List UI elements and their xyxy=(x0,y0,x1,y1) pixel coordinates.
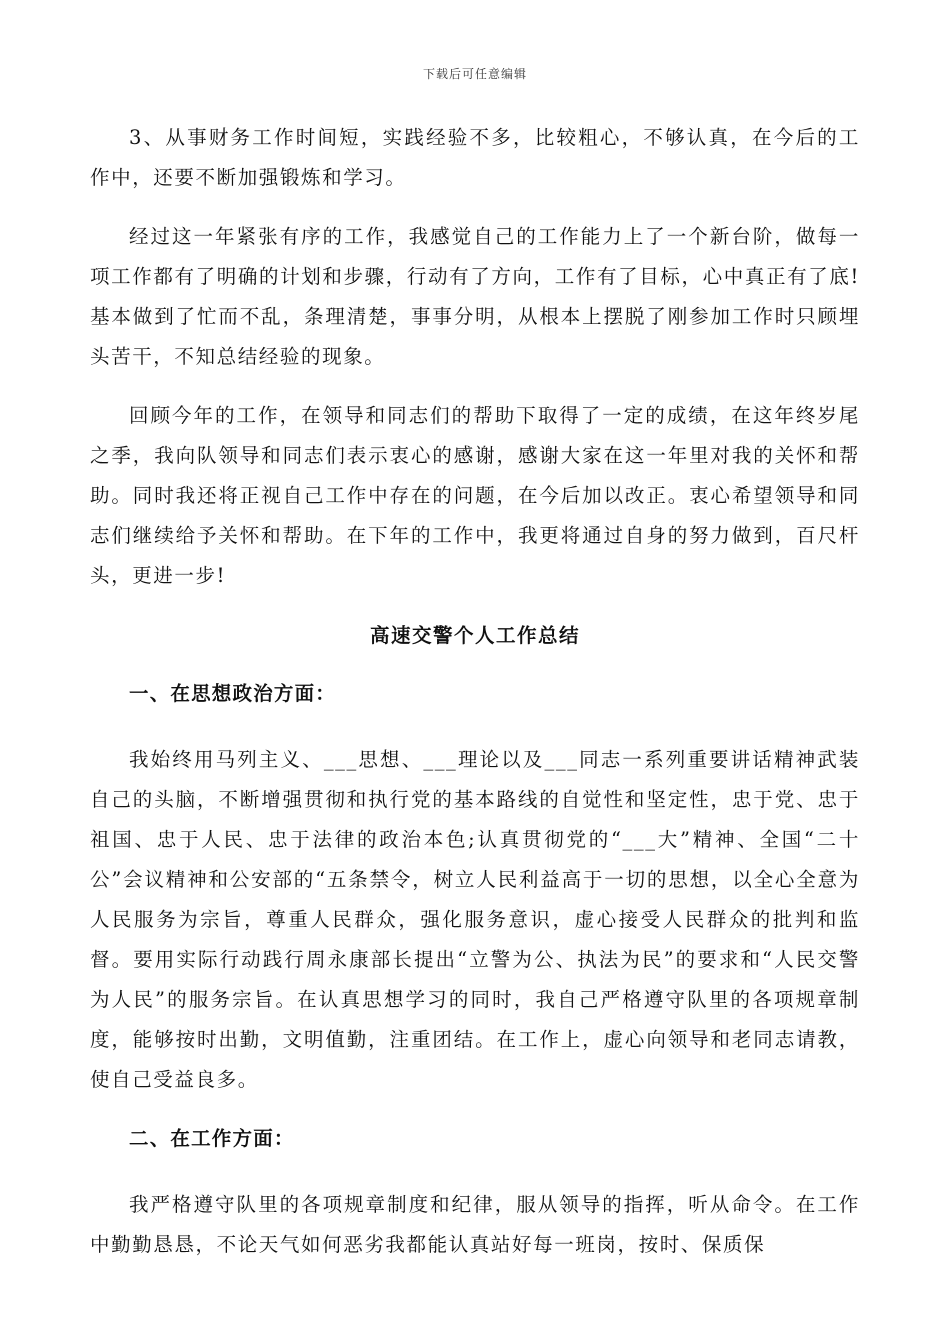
header-note: 下载后可任意编辑 xyxy=(422,67,527,81)
section-heading-work: 二、在工作方面： xyxy=(129,1127,295,1150)
section-heading-political: 一、在思想政治方面： xyxy=(129,682,337,705)
paragraph-review-thanks: 回顾今年的工作，在领导和同志们的帮助下取得了一定的成绩，在这年终岁尾之季，我向队领导和同志们表示衷心的感谢，感谢大家在这一年里对我的关怀和帮助。同时我还将正视自己工作中存在的问题，在今后加以改正。衷心希望领导和同志们继续给予关怀和帮助。在下年的工作中，我更将通过自身的努力做到，百尺杆头，更进一步! xyxy=(90,404,860,587)
paragraph-financial-work: 3、从事财务工作时间短，实践经验不多，比较粗心，不够认真，在今后的工作中，还要不断加强锻炼和学习。 xyxy=(90,126,860,189)
document-title: 高速交警个人工作总结 xyxy=(369,624,580,647)
paragraph-work-progress: 经过这一年紧张有序的工作，我感觉自己的工作能力上了一个新台阶，做每一项工作都有了明确的计划和步骤，行动有了方向，工作有了目标，心中真正有了底!基本做到了忙而不乱，条理清楚，事事分明，从根本上摆脱了刚参加工作时只顾埋头苦干，不知总结经验的现象。 xyxy=(90,225,860,368)
document-body xyxy=(90,118,860,1284)
paragraph-work: 我严格遵守队里的各项规章制度和纪律，服从领导的指挥，听从命令。在工作中勤勤恳恳，不论天气如何恶劣我都能认真站好每一班岗，按时、保质保 xyxy=(90,1193,860,1256)
paragraph-political: 我始终用马列主义、___思想、___理论以及___同志一系列重要讲话精神武装自己的头脑，不断增强贯彻和执行党的基本路线的自觉性和坚定性，忠于党、忠于祖国、忠于人民、忠于法律的政治本色;认真贯彻党的“___大”精神、全国“二十公”会议精神和公安部的“五条禁令，树立人民利益高于一切的思想，以全心全意为人民服务为宗旨，尊重人民群众，强化服务意识，虚心接受人民群众的批判和监督。要用实际行动践行周永康部长提出“立警为公、执法为民”的要求和“人民交警为人民”的服务宗旨。在认真思想学习的同时，我自己严格遵守队里的各项规章制度，能够按时出勤，文明值勤，注重团结。在工作上，虚心向领导和老同志请教，使自己受益良多。 xyxy=(90,748,860,1091)
